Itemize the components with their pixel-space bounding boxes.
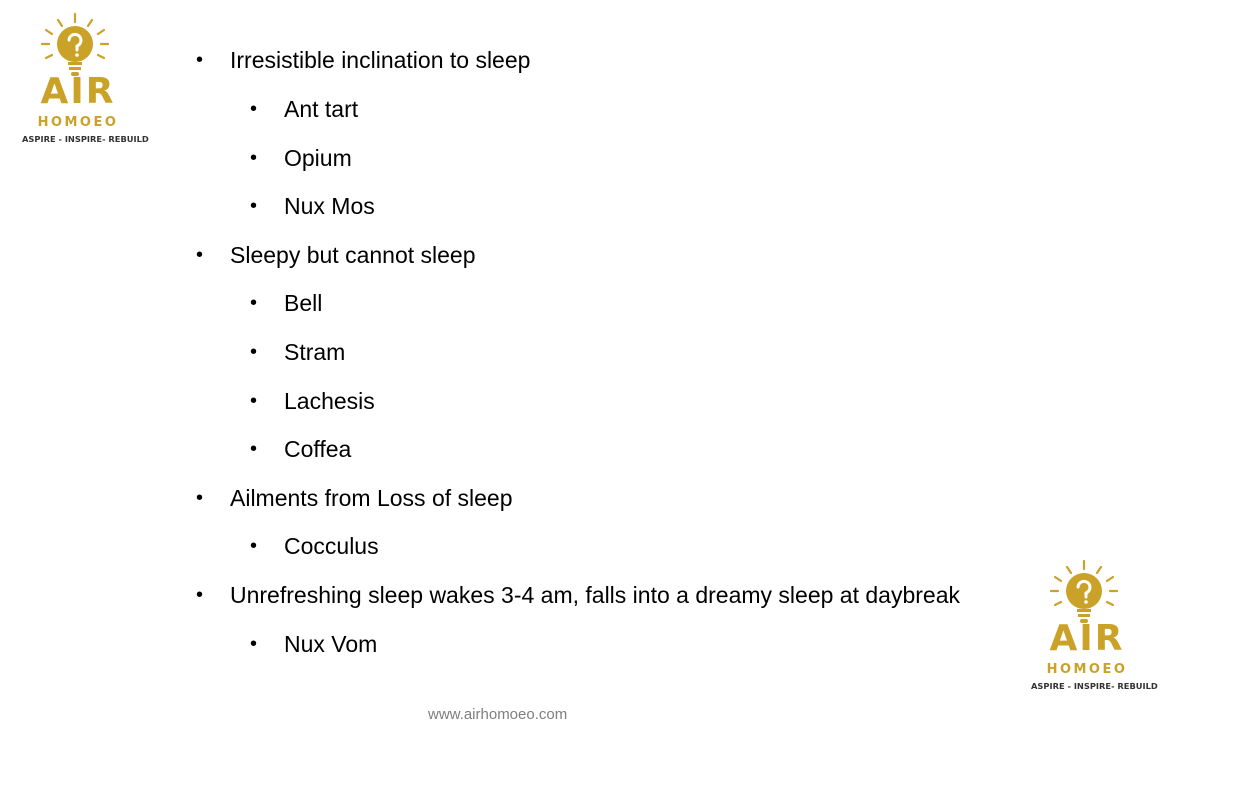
sub-bullet-item <box>250 629 378 659</box>
bullet-item <box>196 240 476 270</box>
brand-logo-footer <box>1031 559 1158 694</box>
bullet-dot-icon: • <box>250 633 258 655</box>
sub-bullet-item <box>250 434 352 464</box>
bullet-dot-icon: • <box>250 292 258 314</box>
bullet-text: Ailments from Loss of sleep <box>230 485 513 511</box>
bullet-text: Irresistible inclination to sleep <box>230 47 531 73</box>
bullet-dot-icon: • <box>250 147 258 169</box>
logo-wordmark: AIR <box>1049 618 1125 659</box>
sub-bullet-item <box>250 531 379 561</box>
sub-bullet-item <box>250 94 359 124</box>
sub-bullet-text: Stram <box>284 339 346 365</box>
bullet-dot-icon: • <box>196 244 204 266</box>
bullet-dot-icon: • <box>250 341 258 363</box>
bullet-dot-icon: • <box>250 195 258 217</box>
website-link[interactable]: www.airhomoeo.com <box>428 706 568 723</box>
sub-bullet-item <box>250 288 323 318</box>
sub-bullet-item <box>250 143 352 173</box>
bullet-dot-icon: • <box>196 49 204 71</box>
sub-bullet-text: Ant tart <box>284 96 359 122</box>
sub-bullet-item <box>250 337 346 367</box>
bullet-dot-icon: • <box>196 487 204 509</box>
sub-bullet-text: Bell <box>284 290 323 316</box>
bullet-item <box>196 483 513 513</box>
bullet-dot-icon: • <box>250 98 258 120</box>
logo-tagline: ASPIRE - INSPIRE- REBUILD <box>22 134 149 144</box>
bullet-item <box>196 45 531 75</box>
sub-bullet-item <box>250 386 375 416</box>
bullet-dot-icon: • <box>250 535 258 557</box>
logo-subtitle: HOMOEO <box>37 115 119 130</box>
bullet-dot-icon: • <box>250 438 258 460</box>
sub-bullet-text: Lachesis <box>284 388 375 414</box>
sub-bullet-item <box>250 191 375 221</box>
sub-bullet-text: Nux Mos <box>284 193 375 219</box>
bullet-text: Unrefreshing sleep wakes 3-4 am, falls into a dreamy sleep at daybreak <box>230 582 960 608</box>
bullet-dot-icon: • <box>250 390 258 412</box>
bullet-dot-icon: • <box>196 584 204 606</box>
logo-subtitle: HOMOEO <box>1046 662 1128 677</box>
sub-bullet-text: Coffea <box>284 436 352 462</box>
sub-bullet-text: Nux Vom <box>284 631 378 657</box>
logo-wordmark: AIR <box>40 71 116 112</box>
bullet-text: Sleepy but cannot sleep <box>230 242 476 268</box>
sub-bullet-text: Cocculus <box>284 533 379 559</box>
bullet-item <box>196 580 960 610</box>
sub-bullet-text: Opium <box>284 145 352 171</box>
logo-tagline: ASPIRE - INSPIRE- REBUILD <box>1031 681 1158 691</box>
